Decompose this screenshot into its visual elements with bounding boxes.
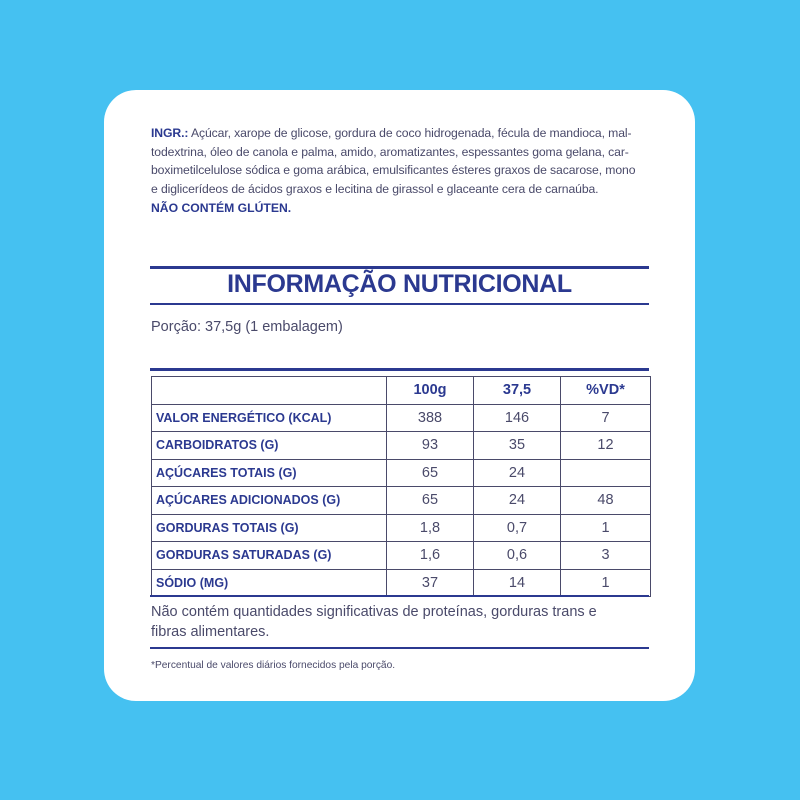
nutrient-name: CARBOIDRATOS (G) bbox=[152, 432, 387, 460]
value-100g: 65 bbox=[387, 487, 474, 515]
note-line: Não contém quantidades significativas de proteínas, gorduras trans e bbox=[151, 604, 597, 620]
ingredients-line: boximetilcelulose sódica e goma arábica, emulsificantes ésteres graxos de sacarose, mono bbox=[151, 163, 636, 178]
nutrient-name: GORDURAS TOTAIS (G) bbox=[152, 514, 387, 542]
table-row bbox=[152, 569, 651, 597]
table-row bbox=[152, 459, 651, 487]
value-vd: 1 bbox=[561, 569, 651, 597]
ingredients-text bbox=[151, 124, 651, 198]
table-header-row bbox=[152, 377, 651, 405]
header-100g: 100g bbox=[387, 377, 474, 405]
ingredients-label: INGR.: bbox=[151, 126, 189, 140]
title-bottom-rule bbox=[150, 303, 649, 305]
ingredients-line: Açúcar, xarope de glicose, gordura de coco hidrogenada, fécula de mandioca, mal- bbox=[188, 126, 632, 140]
table-row bbox=[152, 487, 651, 515]
table-row bbox=[152, 514, 651, 542]
nutrient-name: AÇÚCARES ADICIONADOS (G) bbox=[152, 487, 387, 515]
value-100g: 1,6 bbox=[387, 542, 474, 570]
value-vd: 48 bbox=[561, 487, 651, 515]
value-vd: 7 bbox=[561, 404, 651, 432]
value-portion: 14 bbox=[474, 569, 561, 597]
nutrition-note bbox=[151, 602, 650, 642]
nutrition-title: INFORMAÇÃO NUTRICIONAL bbox=[227, 270, 572, 298]
nutrient-name: SÓDIO (MG) bbox=[152, 569, 387, 597]
gluten-warning: NÃO CONTÉM GLÚTEN. bbox=[151, 201, 292, 215]
value-portion: 35 bbox=[474, 432, 561, 460]
value-portion: 24 bbox=[474, 459, 561, 487]
table-row bbox=[152, 542, 651, 570]
value-100g: 65 bbox=[387, 459, 474, 487]
table-row bbox=[152, 432, 651, 460]
value-portion: 24 bbox=[474, 487, 561, 515]
value-100g: 37 bbox=[387, 569, 474, 597]
value-vd bbox=[561, 459, 651, 487]
portion-size: Porção: 37,5g (1 embalagem) bbox=[151, 319, 343, 335]
value-portion: 146 bbox=[474, 404, 561, 432]
note-line: fibras alimentares. bbox=[151, 624, 270, 640]
note-top-rule bbox=[150, 595, 649, 597]
nutrient-name: AÇÚCARES TOTAIS (G) bbox=[152, 459, 387, 487]
value-vd: 12 bbox=[561, 432, 651, 460]
nutrition-table bbox=[151, 376, 651, 597]
header-nutrient bbox=[152, 377, 387, 405]
value-100g: 388 bbox=[387, 404, 474, 432]
ingredients-line: e diglicerídeos de ácidos graxos e lecitina de girassol e glaceante cera de carnaúba. bbox=[151, 181, 599, 196]
nutrient-name: VALOR ENERGÉTICO (KCAL) bbox=[152, 404, 387, 432]
nutrition-label-card bbox=[104, 90, 695, 701]
value-portion: 0,7 bbox=[474, 514, 561, 542]
value-portion: 0,6 bbox=[474, 542, 561, 570]
header-vd: %VD* bbox=[561, 377, 651, 405]
header-portion: 37,5 bbox=[474, 377, 561, 405]
value-vd: 1 bbox=[561, 514, 651, 542]
value-100g: 93 bbox=[387, 432, 474, 460]
table-row bbox=[152, 404, 651, 432]
title-top-rule bbox=[150, 266, 649, 269]
table-top-rule bbox=[150, 368, 649, 371]
value-vd: 3 bbox=[561, 542, 651, 570]
ingredients-line: todextrina, óleo de canola e palma, amido, aromatizantes, espessantes goma gelana, car- bbox=[151, 144, 629, 159]
nutrient-name: GORDURAS SATURADAS (G) bbox=[152, 542, 387, 570]
footnote: *Percentual de valores diários fornecidos pela porção. bbox=[151, 660, 396, 671]
note-bottom-rule bbox=[150, 647, 649, 649]
value-100g: 1,8 bbox=[387, 514, 474, 542]
